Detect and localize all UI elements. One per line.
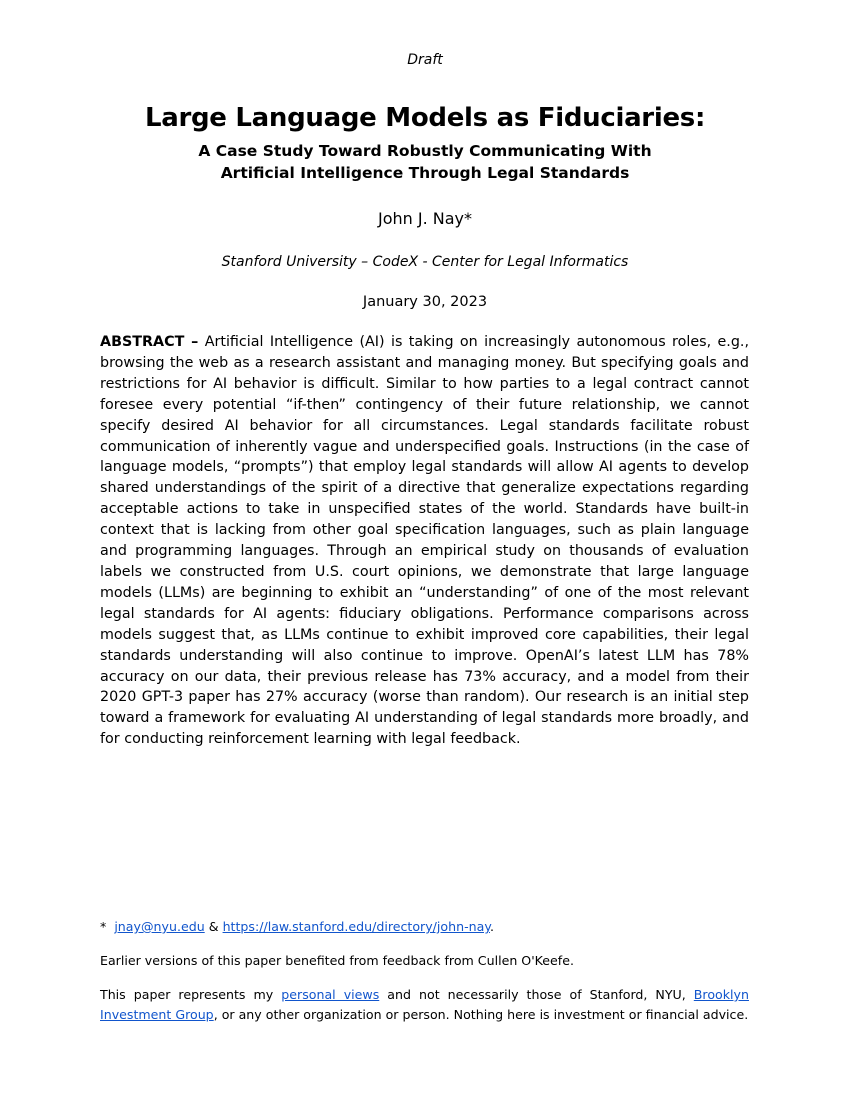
disclaimer-part-1: This paper represents my: [100, 987, 274, 1002]
abstract: [100, 332, 749, 750]
footnote-marker: *: [100, 919, 107, 934]
personal-views-link[interactable]: personal views: [281, 987, 380, 1002]
profile-link[interactable]: https://law.stanford.edu/directory/john-nay: [222, 919, 490, 934]
disclaimer-part-3: , or any other organization or person. Nothing here is investment or financial advice.: [213, 1007, 749, 1022]
abstract-label: ABSTRACT –: [100, 334, 199, 350]
disclaimer-part-2: and not necessarily those of Stanford, NYU,: [387, 987, 686, 1002]
author-affiliation: Stanford University – CodeX - Center for Legal Informatics: [221, 254, 629, 270]
subtitle-line-1: A Case Study Toward Robustly Communicating With: [198, 142, 652, 160]
brooklyn-investment-link[interactable]: Brooklyn Investment Group: [100, 987, 749, 1022]
footnote-connector: &: [208, 919, 219, 934]
footnote-contact: [100, 917, 749, 937]
email-link[interactable]: jnay@nyu.edu: [114, 919, 205, 934]
footnote-disclaimer: [100, 985, 749, 1025]
paper-subtitle: [0, 140, 850, 184]
paper-title: Large Language Models as Fiduciaries:: [144, 103, 706, 133]
author-name: John J. Nay*: [377, 209, 472, 228]
draft-label: Draft: [407, 52, 443, 68]
footnote-acknowledgement: Earlier versions of this paper benefited from feedback from Cullen O'Keefe.: [100, 953, 574, 968]
footnotes: [100, 917, 749, 1025]
abstract-text: Artificial Intelligence (AI) is taking on increasingly autonomous roles, e.g., browsing the web as a research assistant and managing money. But specifying goals and restrictions for AI behavior is difficult. Similar to how parties to a legal contract cannot foresee every potential “if-then” contingency of their future relationship, we cannot specify desired AI behavior for all circumstances. Legal standards facilitate robust communication of inherently vague and underspecified goals. Instructions (in the case of language models, “prompts”) that employ legal standards will allow AI agents to develop shared understandings of the spirit of a directive that generalize expectations regarding acceptable actions to take in unspecified states of the world. Standards have built-in context that is lacking from other goal specification languages, such as plain language and programming languages. Through an empirical study on thousands of evaluation labels we constructed from U.S. court opinions, we demonstrate that large language models (LLMs) are beginning to exhibit an “understanding” of one of the most relevant legal standards for AI agents: fiduciary obligations. Performance comparisons across models suggest that, as LLMs continue to exhibit improved core capabilities, their legal standards understanding will also continue to improve. OpenAI’s latest LLM has 78% accuracy on our data, their previous release has 73% accuracy, and a model from their 2020 GPT-3 paper has 27% accuracy (worse than random). Our research is an initial step toward a framework for evaluating AI understanding of legal standards more broadly, and for conducting reinforcement learning with legal feedback.: [100, 334, 749, 748]
publication-date: January 30, 2023: [362, 294, 488, 310]
footnote-period: .: [489, 919, 494, 934]
subtitle-line-2: Artificial Intelligence Through Legal Standards: [220, 164, 630, 182]
